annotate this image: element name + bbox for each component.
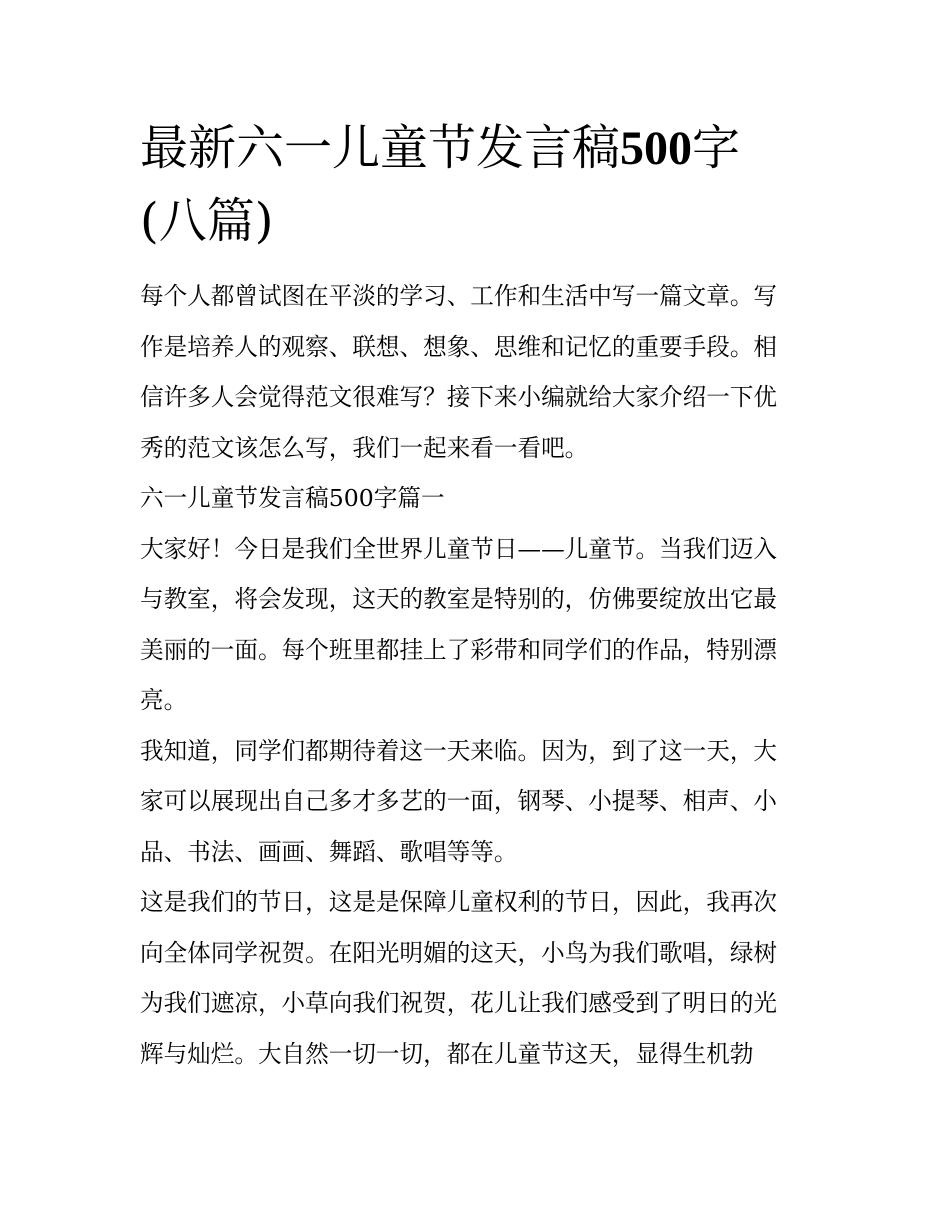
text-line: 为我们遮凉，小草向我们祝贺，花儿让我们感受到了明日的光 bbox=[140, 989, 778, 1017]
text-line: 向全体同学祝贺。在阳光明媚的这天，小鸟为我们歌唱，绿树 bbox=[140, 938, 778, 967]
text-line: 亮。 bbox=[140, 686, 188, 714]
text-line: 秀的范文该怎么写，我们一起来看一看吧。 bbox=[140, 433, 589, 462]
body-paragraph-2 bbox=[140, 726, 814, 878]
text-line: 大家好！今日是我们全世界儿童节日——儿童节。当我们迈入 bbox=[140, 534, 778, 563]
document-content bbox=[140, 112, 814, 1079]
document-title bbox=[140, 112, 814, 257]
title-line-2: (八篇) bbox=[140, 193, 274, 249]
body-paragraph-3 bbox=[140, 877, 814, 1079]
title-suffix: 字 bbox=[692, 120, 741, 176]
text-line: 每个人都曾试图在平淡的学习、工作和生活中写一篇文章。写 bbox=[140, 282, 778, 310]
text-line: 信许多人会觉得范文很难写？接下来小编就给大家介绍一下优 bbox=[140, 383, 778, 411]
text-line: 我知道，同学们都期待着这一天来临。因为，到了这一天，大 bbox=[140, 736, 778, 765]
text-line: 与教室，将会发现，这天的教室是特别的，仿佛要绽放出它最 bbox=[140, 585, 778, 613]
text-line: 品、书法、画画、舞蹈、歌唱等等。 bbox=[140, 837, 518, 866]
title-number: 500 bbox=[620, 122, 693, 175]
title-line-1 bbox=[140, 112, 814, 185]
title-text: 最新六一儿童节发言稿 bbox=[140, 120, 621, 176]
text-line: 美丽的一面。每个班里都挂上了彩带和同学们的作品，特别漂 bbox=[140, 635, 778, 664]
text-line: 作是培养人的观察、联想、想象、思维和记忆的重要手段。相 bbox=[140, 332, 778, 361]
intro-paragraph bbox=[140, 271, 814, 473]
body-paragraph-1 bbox=[140, 524, 814, 726]
section-heading: 六一儿童节发言稿500字篇一 bbox=[140, 484, 445, 512]
text-line: 这是我们的节日，这是是保障儿童权利的节日，因此，我再次 bbox=[140, 888, 778, 916]
text-line: 辉与灿烂。大自然一切一切，都在儿童节这天，显得生机勃 bbox=[140, 1039, 754, 1068]
text-line: 家可以展现出自己多才多艺的一面，钢琴、小提琴、相声、小 bbox=[140, 787, 778, 815]
